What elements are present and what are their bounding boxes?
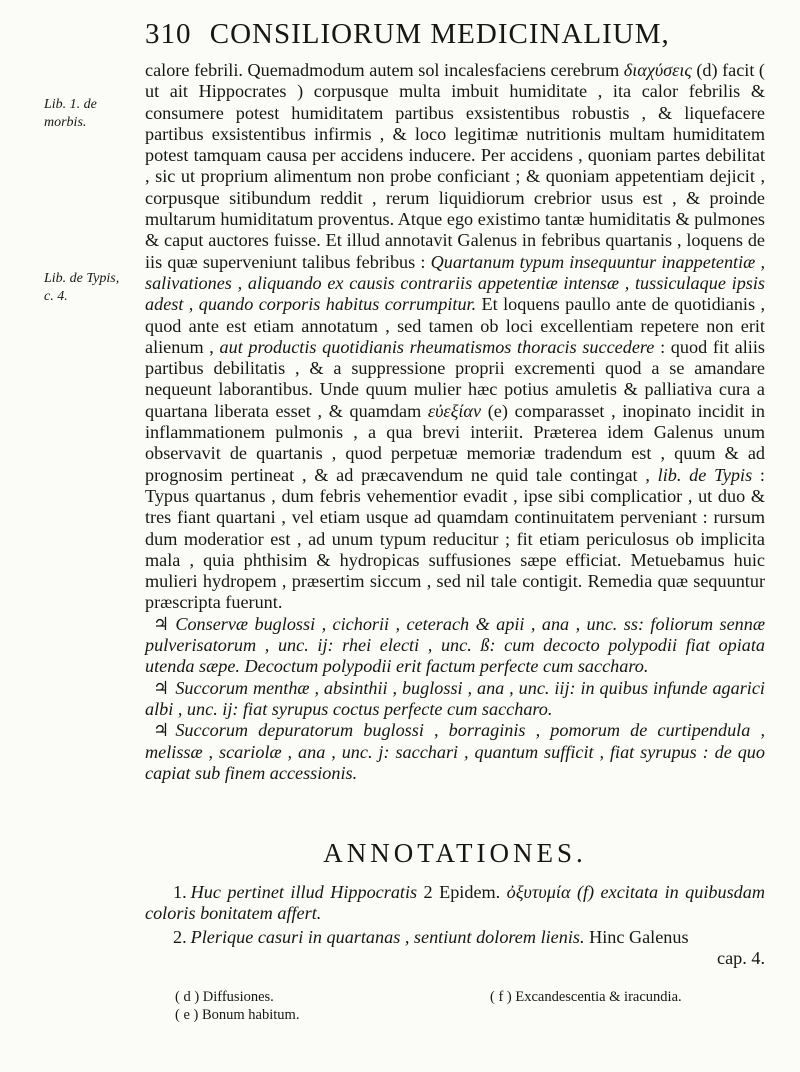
annotations-heading: ANNOTATIONES. <box>323 838 587 868</box>
footnote-d: ( d ) Diffusiones. <box>175 989 274 1005</box>
recipe-symbol: ♃ <box>153 720 170 741</box>
recipe-symbol: ♃ <box>153 613 170 634</box>
margin-note-lib-de-typis: Lib. de Typis, c. 4. <box>44 271 120 304</box>
page-header <box>145 18 705 51</box>
prescription-3: ♃ Succorum depuratorum buglossi , borraginis , pomorum de curtipendula , melissæ , scariolæ , ana , unc. j: sacchari , quantum sufficit , fiat syrupus : de quo capiat sub finem accessionis. <box>145 720 765 783</box>
annotation-1: 1. Huc pertinet illud Hippocratis 2 Epidem. ὀξυτυμία (f) excitata in quibusdam coloris bonitatem affert. <box>145 882 765 924</box>
margin-note-lib-de-morbis: Lib. 1. de morbis. <box>44 97 97 130</box>
footnote-e: ( e ) Bonum habitum. <box>175 1007 300 1023</box>
footnote-f: ( f ) Excandescentia & iracundia. <box>490 989 682 1005</box>
prescription-2: ♃ Succorum menthæ , absinthii , buglossi , ana , unc. iij: in quibus infunde agarici albi , unc. ij: fiat syrupus coctus perfecte cum saccharo. <box>145 677 765 719</box>
annotation-2: 2. Plerique casuri in quartanas , sentiunt dolorem lienis. Hinc Galenus <box>173 926 689 947</box>
recipe-symbol: ♃ <box>153 677 170 698</box>
annotations-block <box>145 882 765 969</box>
footnotes <box>175 988 755 1024</box>
main-paragraph: calore febrili. Quemadmodum autem sol incalesfaciens cerebrum διαχύσεις (d) facit ( ut ait Hippocrates ) corpusque multa imbuit humiditate , ita calor febrilis & consumere potest humiditatem partibus exsistentibus robustis , & liquefacere partibus exsistentibus infirmis , & loco legitimæ nutritionis multam humiditatem potest tamquam causa per accidens inducere. Per accidens , quoniam partes debilitat , sic ut proprium alimentum non probe conficiant ; & quoniam appetentiam dejicit , corpusque sitibundum reddit , rerum liquidiorum crebrior usus est , & proinde multarum humiditatum proventus. Atque ego existimo tantæ humiditatis & pulmones & caput auctores fuisse. Et illud annotavit Galenus in febribus quartanis , loquens de iis quæ superveniunt talibus febribus : Quartanum typum insequuntur inappetentiæ , salivationes , aliquando ex causis contrariis appetentiæ intensæ , tussiculaque ipsis adest , quando corporis habitus corrumpitur. Et loquens paullo ante de quotidianis , quod ante est etiam annotatum , sed tamen ob loci excellentiam repetere non erit alienum , aut productis quotidianis rheumatismos thoracis succedere : quod fit aliis partibus debilitatis , & a suppressione proprii excrementi quod a se amandare nequeunt laborantibus. Unde quum mulier hæc potius amuletis & palliativa cura a quartana liberata esset , & quamdam εὐεξίαν (e) comparasset , inopinato incidit in inflammationem pulmonis , a qua brevi interiit. Præterea idem Galenus unum observavit de quartanis , quod perpetuæ memoriæ tradendum est , quum & ad prognosim pertineat , & ad præcavendum ne quid tale contingat , lib. de Typis : Typus quartanus , dum febris vehementior evadit , ipse sibi complicatior , ut duo & tres fiant quartani , vel etiam usque ad quamdam continuitatem perveniant : rursum dum moderatior est , ad unum typum reducitur ; fit etiam periculosus ob implicita mala , quia phthisim & hydropicas suffusiones sæpe efficiat. Metuebamus huic mulieri hydropem , præsertim siccum , sed nil tale contigit. Remedia quæ sequuntur præscripta fuerunt. <box>145 60 765 613</box>
main-text <box>145 60 765 784</box>
page-number: 310 <box>145 18 192 50</box>
prescription-1: ♃ Conservæ buglossi , cichorii , ceterach & apii , ana , unc. ss: foliorum sennæ pulverisatorum , unc. ij: rhei electi , unc. ß: cum decocto polypodii fiat opiata utenda sæpe. Decoctum polypodii erit factum perfecte cum saccharo. <box>145 613 765 677</box>
running-title: CONSILIORUM MEDICINALIUM, <box>209 18 670 50</box>
catchword: cap. 4. <box>717 947 765 968</box>
